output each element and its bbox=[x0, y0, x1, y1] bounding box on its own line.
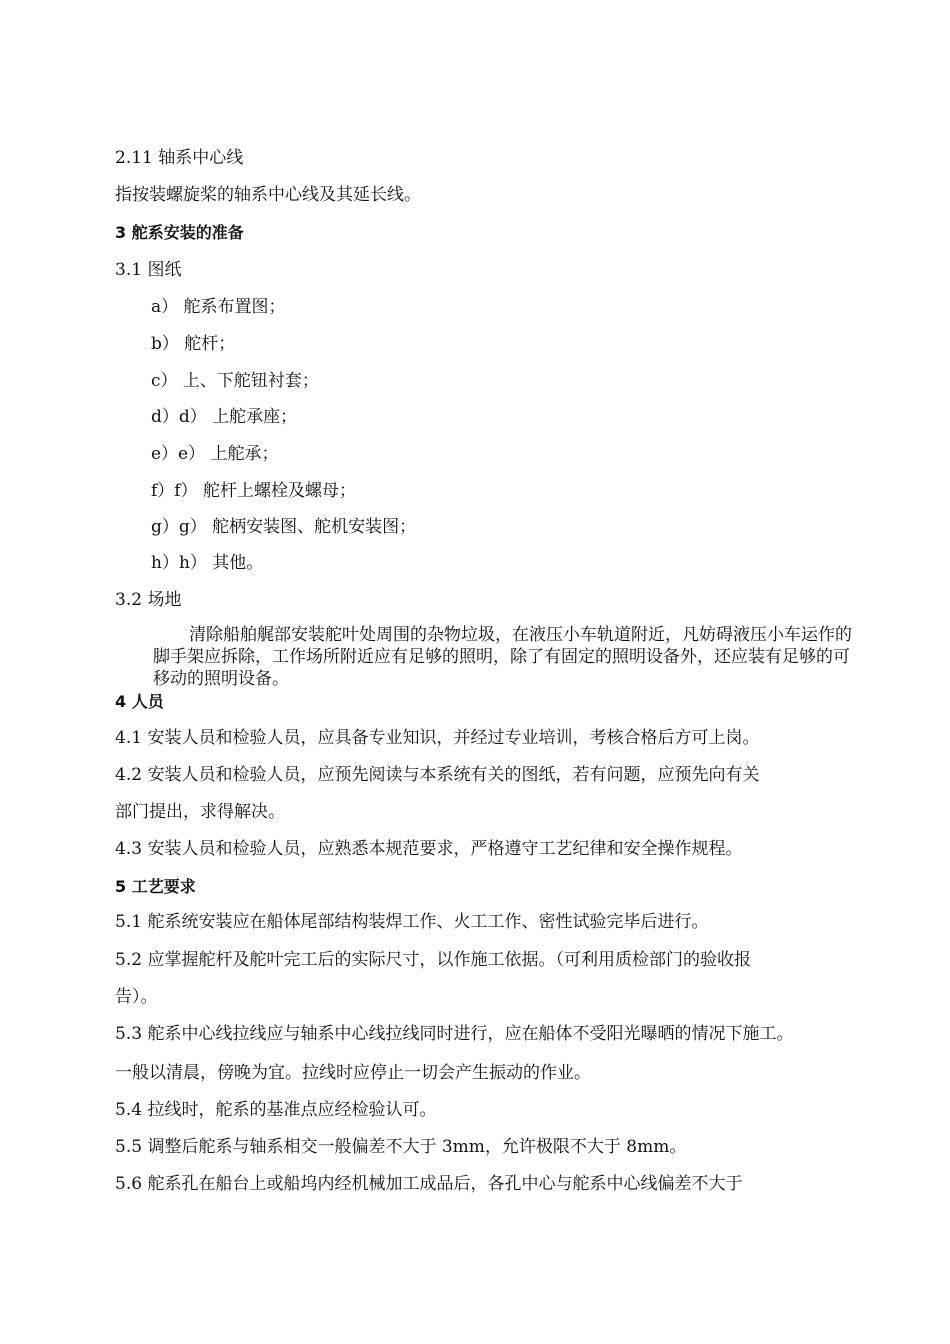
section-5-2-text-line1: 5.2 应掌握舵杆及舵叶完工后的实际尺寸，以作施工依据。（可利用质检部门的验收报 bbox=[115, 950, 751, 970]
section-5-3-text-line2: 一般以清晨，傍晚为宜。拉线时应停止一切会产生振动的作业。 bbox=[115, 1063, 591, 1083]
section-3-heading: 3 舵系安装的准备 bbox=[115, 223, 244, 242]
section-5-1-text: 5.1 舵系统安装应在船体尾部结构装焊工作、火工工作、密性试验完毕后进行。 bbox=[115, 912, 709, 932]
section-3-2-paragraph bbox=[153, 624, 863, 690]
section-3-2-text: 清除船舶艉部安装舵叶处周围的杂物垃圾，在液压小车轨道附近，凡妨碍液压小车运作的脚手架应拆除，工作场所附近应有足够的照明，除了有固定的照明设备外，还应装有足够的可移动的照明设备。 bbox=[153, 625, 852, 689]
section-4-heading: 4 人员 bbox=[115, 692, 164, 711]
section-5-5-text: 5.5 调整后舵系与轴系相交一般偏差不大于 3mm，允许极限不大于 8mm。 bbox=[115, 1137, 687, 1157]
section-5-2-text-line2: 告）。 bbox=[115, 987, 158, 1007]
drawing-list-item: f）f） 舵杆上螺栓及螺母； bbox=[151, 481, 356, 501]
section-2-11-heading: 2.11 轴系中心线 bbox=[115, 148, 244, 168]
section-4-3-text: 4.3 安装人员和检验人员，应熟悉本规范要求，严格遵守工艺纪律和安全操作规程。 bbox=[115, 839, 743, 859]
section-5-4-text: 5.4 拉线时，舵系的基准点应经检验认可。 bbox=[115, 1100, 437, 1120]
drawing-list-item: h）h） 其他。 bbox=[151, 553, 264, 573]
drawing-list-item: c） 上、下舵钮衬套； bbox=[151, 371, 319, 391]
drawing-list-item: e）e） 上舵承； bbox=[151, 444, 279, 464]
section-2-11-text: 指按装螺旋桨的轴系中心线及其延长线。 bbox=[115, 185, 421, 205]
section-4-2-text-line1: 4.2 安装人员和检验人员，应预先阅读与本系统有关的图纸，若有问题，应预先向有关 bbox=[115, 765, 760, 785]
section-5-3-text-line1: 5.3 舵系中心线拉线应与轴系中心线拉线同时进行，应在船体不受阳光曝晒的情况下施工。 bbox=[115, 1024, 794, 1044]
drawing-list-item: d）d） 上舵承座； bbox=[151, 407, 298, 427]
section-4-2-text-line2: 部门提出，求得解决。 bbox=[115, 802, 285, 822]
section-3-1-heading: 3.1 图纸 bbox=[115, 260, 182, 280]
section-5-6-text: 5.6 舵系孔在船台上或船坞内经机械加工成品后，各孔中心与舵系中心线偏差不大于 bbox=[115, 1174, 743, 1194]
drawing-list-item: g）g） 舵柄安装图、舵机安装图； bbox=[151, 517, 417, 537]
section-3-2-heading: 3.2 场地 bbox=[115, 590, 182, 610]
section-5-heading: 5 工艺要求 bbox=[115, 877, 196, 896]
section-4-1-text: 4.1 安装人员和检验人员，应具备专业知识，并经过专业培训，考核合格后方可上岗。 bbox=[115, 728, 760, 748]
drawing-list-item: a） 舵系布置图； bbox=[151, 297, 286, 317]
drawing-list-item: b） 舵杆； bbox=[151, 334, 236, 354]
